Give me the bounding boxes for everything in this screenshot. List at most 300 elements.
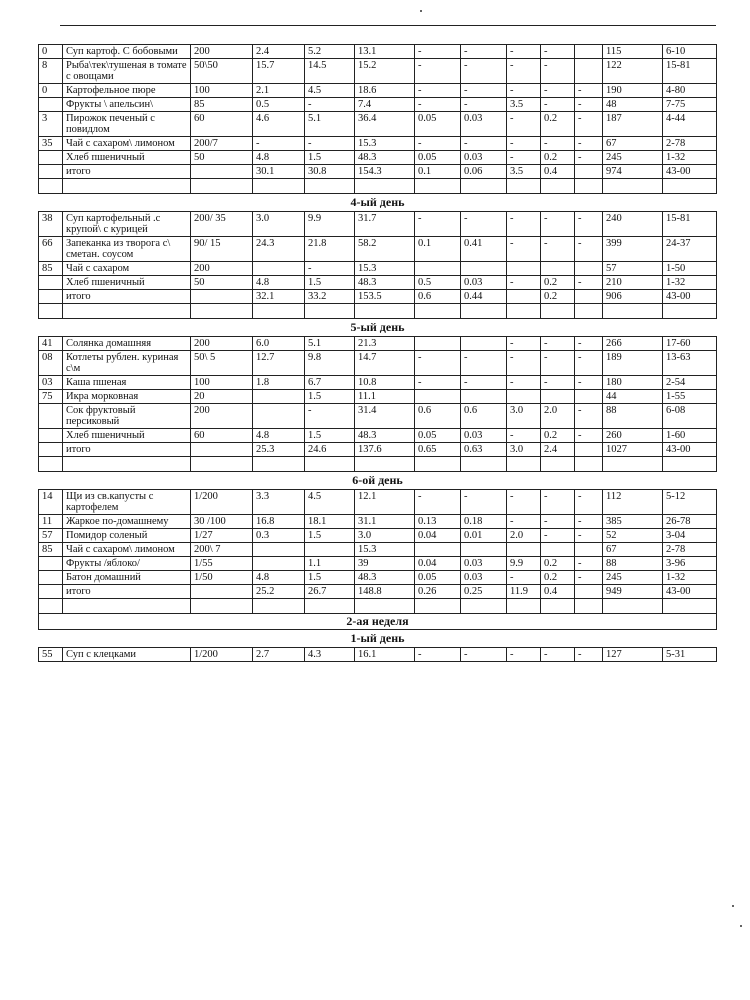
recipe-code-cell: 43-00 xyxy=(663,585,717,599)
portion-cell: 200/7 xyxy=(191,137,253,151)
spacer-cell xyxy=(663,457,717,472)
mineral-ca-cell: - xyxy=(541,490,575,515)
row-number-cell: 75 xyxy=(39,390,63,404)
mineral-fe-cell: - xyxy=(575,351,603,376)
carbs-cell: 48.3 xyxy=(355,571,415,585)
calories-cell: 245 xyxy=(603,571,663,585)
vitamin-b2-cell: - xyxy=(461,648,507,662)
carbs-cell: 31.1 xyxy=(355,515,415,529)
spacer-cell xyxy=(541,599,575,614)
recipe-code-cell: 1-50 xyxy=(663,262,717,276)
recipe-code-cell: 6-08 xyxy=(663,404,717,429)
calories-cell: 44 xyxy=(603,390,663,404)
recipe-code-cell: 15-81 xyxy=(663,212,717,237)
portion-cell: 1/27 xyxy=(191,529,253,543)
protein-cell: 2.4 xyxy=(253,45,305,59)
table-row xyxy=(39,262,717,276)
fat-cell: 26.7 xyxy=(305,585,355,599)
mineral-fe-cell: - xyxy=(575,557,603,571)
mineral-fe-cell: - xyxy=(575,515,603,529)
carbs-cell: 31.7 xyxy=(355,212,415,237)
mineral-fe-cell: - xyxy=(575,337,603,351)
vitamin-b1-cell xyxy=(415,543,461,557)
mineral-fe-cell xyxy=(575,290,603,304)
recipe-code-cell: 17-60 xyxy=(663,337,717,351)
mineral-fe-cell: - xyxy=(575,404,603,429)
vitamin-b1-cell: 0.1 xyxy=(415,237,461,262)
portion-cell: 1/50 xyxy=(191,571,253,585)
protein-cell xyxy=(253,390,305,404)
dish-name-cell: Щи из св.капусты с картофелем xyxy=(63,490,191,515)
recipe-code-cell: 1-32 xyxy=(663,276,717,290)
row-number-cell: 66 xyxy=(39,237,63,262)
mineral-ca-cell: - xyxy=(541,648,575,662)
menu-table xyxy=(38,44,717,662)
calories-cell: 1027 xyxy=(603,443,663,457)
row-number-cell xyxy=(39,429,63,443)
mineral-fe-cell xyxy=(575,59,603,84)
carbs-cell: 16.1 xyxy=(355,648,415,662)
mineral-ca-cell: 0.2 xyxy=(541,276,575,290)
vitamin-c-cell: - xyxy=(507,45,541,59)
spacer-cell xyxy=(415,304,461,319)
calories-cell: 190 xyxy=(603,84,663,98)
mineral-ca-cell: 2.0 xyxy=(541,404,575,429)
vitamin-c-cell: - xyxy=(507,151,541,165)
carbs-cell: 14.7 xyxy=(355,351,415,376)
vitamin-c-cell: - xyxy=(507,337,541,351)
recipe-code-cell: 2-78 xyxy=(663,543,717,557)
spacer-cell xyxy=(191,599,253,614)
row-number-cell: 03 xyxy=(39,376,63,390)
dish-name-cell: итого xyxy=(63,165,191,179)
row-number-cell xyxy=(39,98,63,112)
vitamin-c-cell: 3.0 xyxy=(507,404,541,429)
vitamin-b1-cell: 0.04 xyxy=(415,529,461,543)
vitamin-b1-cell: - xyxy=(415,84,461,98)
vitamin-c-cell: - xyxy=(507,490,541,515)
vitamin-b2-cell: 0.03 xyxy=(461,112,507,137)
vitamin-b2-cell: - xyxy=(461,137,507,151)
recipe-code-cell: 15-81 xyxy=(663,59,717,84)
row-number-cell xyxy=(39,443,63,457)
portion-cell: 200/ 35 xyxy=(191,212,253,237)
spacer-cell xyxy=(191,304,253,319)
row-number-cell: 85 xyxy=(39,262,63,276)
vitamin-b2-cell: - xyxy=(461,212,507,237)
vitamin-b2-cell: - xyxy=(461,84,507,98)
spacer-cell xyxy=(63,599,191,614)
spacer-cell xyxy=(415,179,461,194)
protein-cell: 4.8 xyxy=(253,429,305,443)
fat-cell: - xyxy=(305,262,355,276)
table-row xyxy=(39,98,717,112)
spacer-cell xyxy=(663,304,717,319)
dish-name-cell: Батон домашний xyxy=(63,571,191,585)
spacer-cell xyxy=(355,179,415,194)
table-row xyxy=(39,648,717,662)
vitamin-b2-cell: - xyxy=(461,45,507,59)
spacer-cell xyxy=(39,457,63,472)
vitamin-c-cell: - xyxy=(507,84,541,98)
scan-speck xyxy=(732,905,734,907)
vitamin-b2-cell: - xyxy=(461,351,507,376)
table-row xyxy=(39,515,717,529)
mineral-ca-cell xyxy=(541,262,575,276)
calories-cell: 189 xyxy=(603,351,663,376)
spacer-row xyxy=(39,179,717,194)
table-row xyxy=(39,529,717,543)
carbs-cell: 10.8 xyxy=(355,376,415,390)
carbs-cell: 137.6 xyxy=(355,443,415,457)
vitamin-b1-cell: - xyxy=(415,45,461,59)
portion-cell: 200\ 7 xyxy=(191,543,253,557)
spacer-cell xyxy=(663,599,717,614)
fat-cell: 4.3 xyxy=(305,648,355,662)
spacer-cell xyxy=(63,457,191,472)
mineral-fe-cell: - xyxy=(575,237,603,262)
week-title: 2-ая неделя xyxy=(39,614,717,630)
carbs-cell: 58.2 xyxy=(355,237,415,262)
protein-cell: 24.3 xyxy=(253,237,305,262)
calories-cell: 115 xyxy=(603,45,663,59)
row-number-cell xyxy=(39,557,63,571)
row-number-cell xyxy=(39,404,63,429)
protein-cell: 4.6 xyxy=(253,112,305,137)
recipe-code-cell: 1-32 xyxy=(663,151,717,165)
spacer-cell xyxy=(63,304,191,319)
vitamin-b1-cell: - xyxy=(415,212,461,237)
fat-cell: 24.6 xyxy=(305,443,355,457)
table-row xyxy=(39,237,717,262)
vitamin-b2-cell: 0.41 xyxy=(461,237,507,262)
protein-cell: 2.1 xyxy=(253,84,305,98)
mineral-ca-cell: 0.2 xyxy=(541,557,575,571)
spacer-cell xyxy=(355,304,415,319)
calories-cell: 52 xyxy=(603,529,663,543)
table-row xyxy=(39,557,717,571)
dish-name-cell: Фрукты \ апельсин\ xyxy=(63,98,191,112)
mineral-ca-cell: - xyxy=(541,137,575,151)
portion-cell: 60 xyxy=(191,429,253,443)
dish-name-cell: Икра морковная xyxy=(63,390,191,404)
spacer-cell xyxy=(415,599,461,614)
protein-cell: 30.1 xyxy=(253,165,305,179)
protein-cell: 0.5 xyxy=(253,98,305,112)
fat-cell: 5.2 xyxy=(305,45,355,59)
mineral-ca-cell: - xyxy=(541,237,575,262)
spacer-cell xyxy=(575,179,603,194)
protein-cell: 1.8 xyxy=(253,376,305,390)
recipe-code-cell: 1-32 xyxy=(663,571,717,585)
table-row xyxy=(39,404,717,429)
vitamin-b1-cell: - xyxy=(415,59,461,84)
fat-cell: - xyxy=(305,137,355,151)
mineral-ca-cell: - xyxy=(541,337,575,351)
vitamin-b2-cell: 0.6 xyxy=(461,404,507,429)
dish-name-cell: Хлеб пшеничный xyxy=(63,429,191,443)
mineral-fe-cell: - xyxy=(575,276,603,290)
mineral-ca-cell: - xyxy=(541,59,575,84)
spacer-cell xyxy=(191,457,253,472)
spacer-cell xyxy=(603,304,663,319)
row-number-cell xyxy=(39,276,63,290)
fat-cell: 1.5 xyxy=(305,390,355,404)
dish-name-cell: итого xyxy=(63,290,191,304)
day-title: 6-ой день xyxy=(39,472,717,490)
spacer-cell xyxy=(575,457,603,472)
mineral-fe-cell xyxy=(575,262,603,276)
calories-cell: 906 xyxy=(603,290,663,304)
vitamin-c-cell: - xyxy=(507,351,541,376)
spacer-cell xyxy=(355,457,415,472)
vitamin-c-cell: - xyxy=(507,137,541,151)
dish-name-cell: Картофельное пюре xyxy=(63,84,191,98)
carbs-cell: 7.4 xyxy=(355,98,415,112)
dish-name-cell: итого xyxy=(63,443,191,457)
vitamin-b2-cell: 0.03 xyxy=(461,429,507,443)
dish-name-cell: итого xyxy=(63,585,191,599)
portion-cell: 200 xyxy=(191,337,253,351)
mineral-fe-cell: - xyxy=(575,490,603,515)
dish-name-cell: Суп картофельный .с крупой\ с курицей xyxy=(63,212,191,237)
carbs-cell: 39 xyxy=(355,557,415,571)
fat-cell: 4.5 xyxy=(305,84,355,98)
fat-cell xyxy=(305,543,355,557)
spacer-cell xyxy=(575,304,603,319)
vitamin-c-cell: - xyxy=(507,237,541,262)
vitamin-b1-cell: - xyxy=(415,351,461,376)
vitamin-b2-cell: 0.03 xyxy=(461,571,507,585)
vitamin-c-cell: - xyxy=(507,429,541,443)
dish-name-cell: Каша пшеная xyxy=(63,376,191,390)
fat-cell: 33.2 xyxy=(305,290,355,304)
calories-cell: 88 xyxy=(603,404,663,429)
vitamin-b1-cell: 0.6 xyxy=(415,404,461,429)
dish-name-cell: Хлеб пшеничный xyxy=(63,151,191,165)
mineral-fe-cell xyxy=(575,443,603,457)
vitamin-b1-cell: - xyxy=(415,648,461,662)
protein-cell: 12.7 xyxy=(253,351,305,376)
mineral-ca-cell: 2.4 xyxy=(541,443,575,457)
mineral-ca-cell: 0.2 xyxy=(541,151,575,165)
scan-speck xyxy=(420,10,422,12)
portion-cell: 90/ 15 xyxy=(191,237,253,262)
calories-cell: 260 xyxy=(603,429,663,443)
day-title: 4-ый день xyxy=(39,194,717,212)
carbs-cell: 36.4 xyxy=(355,112,415,137)
table-row xyxy=(39,376,717,390)
dish-name-cell: Суп с клецками xyxy=(63,648,191,662)
vitamin-b2-cell xyxy=(461,543,507,557)
vitamin-c-cell: 3.5 xyxy=(507,165,541,179)
vitamin-c-cell xyxy=(507,262,541,276)
fat-cell: 9.8 xyxy=(305,351,355,376)
protein-cell: 32.1 xyxy=(253,290,305,304)
vitamin-c-cell: 9.9 xyxy=(507,557,541,571)
fat-cell: 1.5 xyxy=(305,529,355,543)
fat-cell: 1.5 xyxy=(305,276,355,290)
row-number-cell: 35 xyxy=(39,137,63,151)
vitamin-b1-cell: 0.05 xyxy=(415,429,461,443)
vitamin-b2-cell: 0.18 xyxy=(461,515,507,529)
total-row xyxy=(39,585,717,599)
mineral-ca-cell xyxy=(541,543,575,557)
mineral-ca-cell: - xyxy=(541,529,575,543)
portion-cell xyxy=(191,165,253,179)
carbs-cell: 31.4 xyxy=(355,404,415,429)
table-row xyxy=(39,45,717,59)
spacer-cell xyxy=(603,179,663,194)
row-number-cell: 8 xyxy=(39,59,63,84)
calories-cell: 112 xyxy=(603,490,663,515)
spacer-cell xyxy=(63,179,191,194)
vitamin-c-cell: - xyxy=(507,376,541,390)
calories-cell: 180 xyxy=(603,376,663,390)
dish-name-cell: Котлеты рублен. куриная с\м xyxy=(63,351,191,376)
spacer-cell xyxy=(253,179,305,194)
carbs-cell: 3.0 xyxy=(355,529,415,543)
calories-cell: 88 xyxy=(603,557,663,571)
vitamin-b1-cell: 0.05 xyxy=(415,112,461,137)
mineral-ca-cell: - xyxy=(541,45,575,59)
vitamin-c-cell xyxy=(507,290,541,304)
mineral-ca-cell: 0.4 xyxy=(541,165,575,179)
recipe-code-cell: 43-00 xyxy=(663,443,717,457)
dish-name-cell: Чай с сахаром xyxy=(63,262,191,276)
mineral-ca-cell: - xyxy=(541,515,575,529)
fat-cell: - xyxy=(305,404,355,429)
mineral-fe-cell: - xyxy=(575,112,603,137)
recipe-code-cell: 2-54 xyxy=(663,376,717,390)
vitamin-c-cell: - xyxy=(507,212,541,237)
table-row xyxy=(39,390,717,404)
calories-cell: 240 xyxy=(603,212,663,237)
row-number-cell: 14 xyxy=(39,490,63,515)
dish-name-cell: Помидор соленый xyxy=(63,529,191,543)
portion-cell: 100 xyxy=(191,84,253,98)
spacer-cell xyxy=(507,457,541,472)
carbs-cell: 15.3 xyxy=(355,137,415,151)
top-border-line xyxy=(60,25,716,26)
vitamin-b2-cell: 0.03 xyxy=(461,151,507,165)
row-number-cell xyxy=(39,151,63,165)
spacer-cell xyxy=(461,599,507,614)
row-number-cell: 0 xyxy=(39,84,63,98)
portion-cell xyxy=(191,290,253,304)
day-header-row xyxy=(39,319,717,337)
carbs-cell: 18.6 xyxy=(355,84,415,98)
vitamin-b2-cell: 0.63 xyxy=(461,443,507,457)
spacer-cell xyxy=(461,304,507,319)
spacer-cell xyxy=(355,599,415,614)
spacer-cell xyxy=(253,457,305,472)
week-header-row xyxy=(39,614,717,630)
spacer-row xyxy=(39,304,717,319)
mineral-ca-cell: 0.2 xyxy=(541,429,575,443)
fat-cell: - xyxy=(305,98,355,112)
spacer-cell xyxy=(191,179,253,194)
table-row xyxy=(39,490,717,515)
carbs-cell: 15.3 xyxy=(355,262,415,276)
vitamin-b1-cell: 0.05 xyxy=(415,151,461,165)
mineral-fe-cell: - xyxy=(575,376,603,390)
vitamin-c-cell: - xyxy=(507,276,541,290)
calories-cell: 48 xyxy=(603,98,663,112)
mineral-fe-cell: - xyxy=(575,84,603,98)
carbs-cell: 21.3 xyxy=(355,337,415,351)
table-row xyxy=(39,212,717,237)
spacer-cell xyxy=(603,599,663,614)
vitamin-b1-cell: - xyxy=(415,376,461,390)
protein-cell: 4.8 xyxy=(253,151,305,165)
portion-cell xyxy=(191,443,253,457)
protein-cell: 4.8 xyxy=(253,276,305,290)
mineral-fe-cell: - xyxy=(575,429,603,443)
fat-cell: 21.8 xyxy=(305,237,355,262)
vitamin-b2-cell: 0.06 xyxy=(461,165,507,179)
total-row xyxy=(39,165,717,179)
vitamin-b1-cell: - xyxy=(415,490,461,515)
fat-cell: 18.1 xyxy=(305,515,355,529)
fat-cell: 14.5 xyxy=(305,59,355,84)
vitamin-c-cell: - xyxy=(507,112,541,137)
day-title: 1-ый день xyxy=(39,630,717,648)
protein-cell: 6.0 xyxy=(253,337,305,351)
recipe-code-cell: 13-63 xyxy=(663,351,717,376)
table-row xyxy=(39,84,717,98)
dish-name-cell: Сок фруктовый персиковый xyxy=(63,404,191,429)
vitamin-b2-cell: - xyxy=(461,98,507,112)
fat-cell: 5.1 xyxy=(305,337,355,351)
recipe-code-cell: 2-78 xyxy=(663,137,717,151)
portion-cell: 85 xyxy=(191,98,253,112)
fat-cell: 1.5 xyxy=(305,429,355,443)
recipe-code-cell: 26-78 xyxy=(663,515,717,529)
vitamin-c-cell: - xyxy=(507,648,541,662)
spacer-cell xyxy=(603,457,663,472)
recipe-code-cell: 3-96 xyxy=(663,557,717,571)
vitamin-c-cell: 2.0 xyxy=(507,529,541,543)
mineral-fe-cell xyxy=(575,45,603,59)
vitamin-b1-cell: 0.04 xyxy=(415,557,461,571)
mineral-ca-cell: - xyxy=(541,98,575,112)
portion-cell: 30 /100 xyxy=(191,515,253,529)
recipe-code-cell: 43-00 xyxy=(663,290,717,304)
mineral-fe-cell xyxy=(575,165,603,179)
mineral-ca-cell: 0.2 xyxy=(541,290,575,304)
day-header-row xyxy=(39,472,717,490)
fat-cell: 4.5 xyxy=(305,490,355,515)
spacer-cell xyxy=(305,304,355,319)
dish-name-cell: Жаркое по-домашнему xyxy=(63,515,191,529)
protein-cell xyxy=(253,543,305,557)
vitamin-b1-cell: 0.05 xyxy=(415,571,461,585)
portion-cell: 1/200 xyxy=(191,490,253,515)
mineral-fe-cell xyxy=(575,543,603,557)
vitamin-b1-cell: - xyxy=(415,137,461,151)
protein-cell: 16.8 xyxy=(253,515,305,529)
protein-cell xyxy=(253,557,305,571)
row-number-cell xyxy=(39,165,63,179)
portion-cell: 50 xyxy=(191,151,253,165)
mineral-ca-cell: - xyxy=(541,84,575,98)
protein-cell: 25.3 xyxy=(253,443,305,457)
recipe-code-cell: 1-60 xyxy=(663,429,717,443)
portion-cell: 20 xyxy=(191,390,253,404)
row-number-cell: 3 xyxy=(39,112,63,137)
carbs-cell: 148.8 xyxy=(355,585,415,599)
